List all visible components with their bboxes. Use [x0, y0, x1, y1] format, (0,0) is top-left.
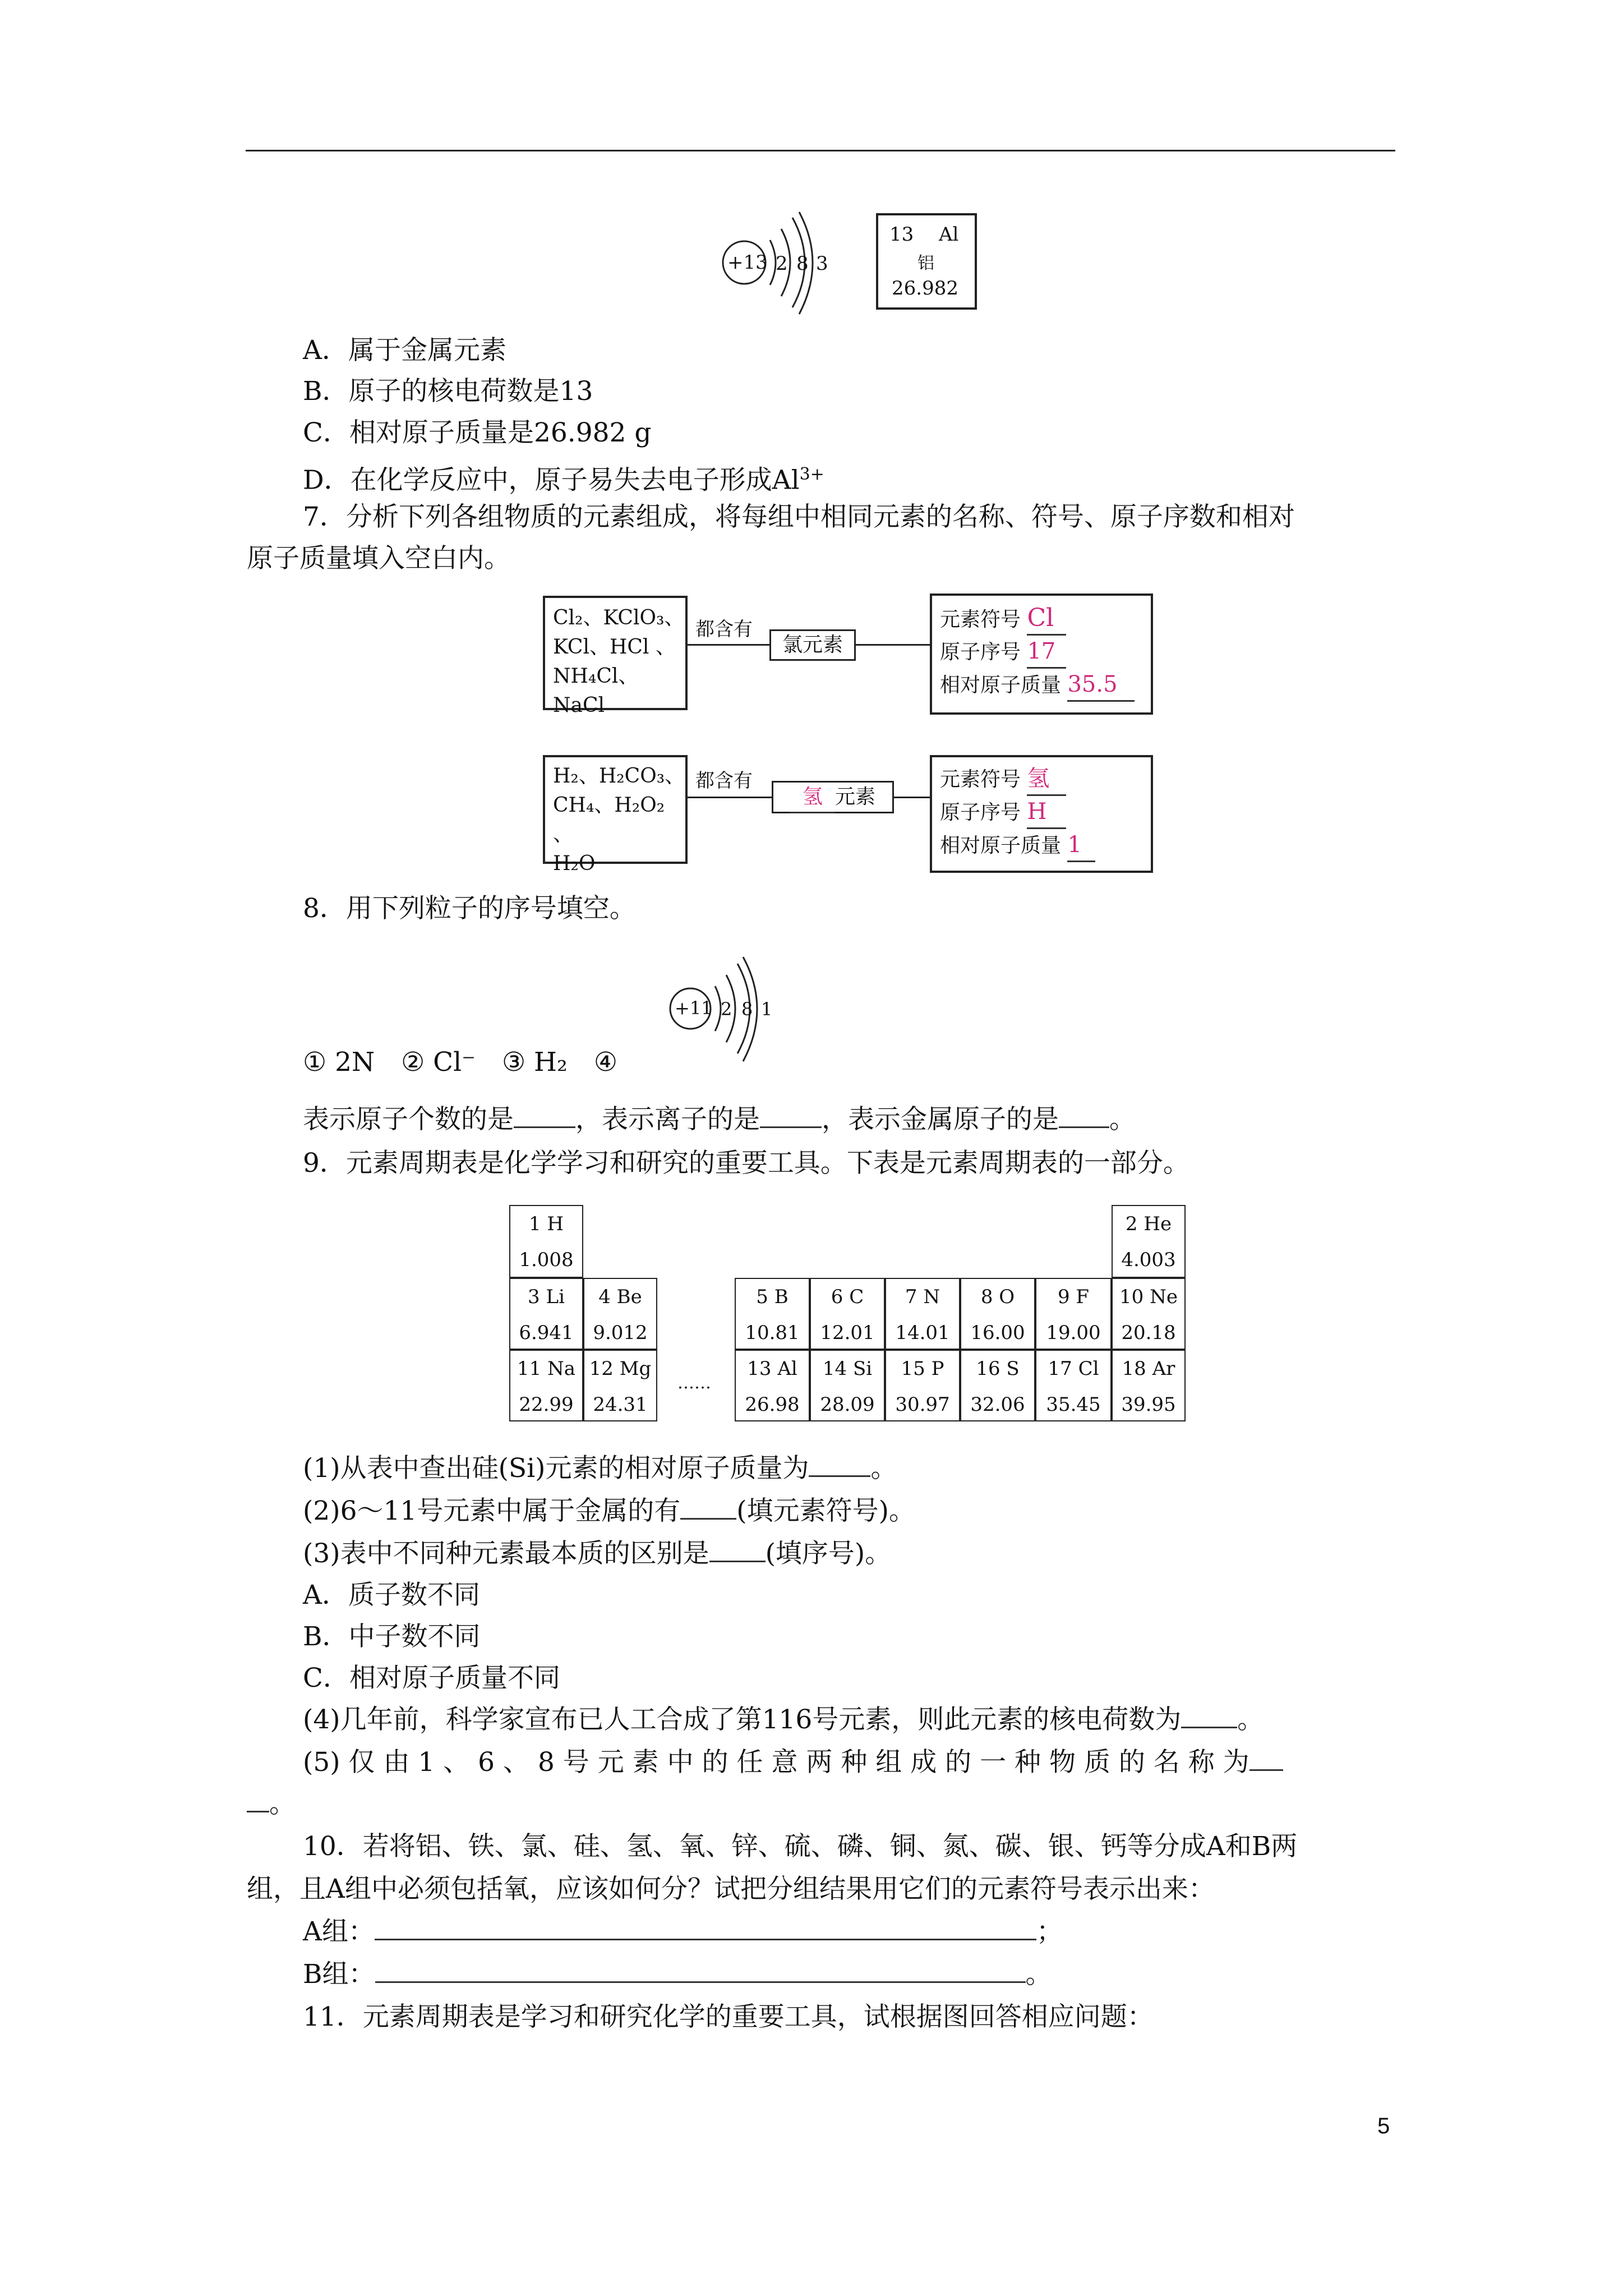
cell-si-bottom: 28.09 [820, 1393, 875, 1416]
q7-group1-formula-3: NH₄Cl、NaCl [553, 665, 639, 717]
cell-be [583, 1278, 657, 1350]
q10-group-b-end: 。 [1025, 1959, 1052, 1990]
q7-group2-element-box [772, 781, 894, 813]
cell-n-bottom: 14.01 [895, 1322, 950, 1344]
cell-c-bottom: 12.01 [820, 1322, 875, 1344]
q7-group2-formula-1: H₂、H₂CO₃、 [553, 765, 685, 788]
q7-group2-formula-2: CH₄、H₂O₂ 、 [553, 794, 665, 846]
q8-question-b: ，表示离子的是 [575, 1104, 760, 1135]
cell-p-bottom: 30.97 [895, 1393, 950, 1416]
q7-group2-contains-label: 都含有 [695, 770, 753, 792]
q9-sub1-text: (1)从表中查出硅(Si)元素的相对原子质量为 [303, 1453, 809, 1484]
q9-option-c: C．相对原子质量不同 [303, 1663, 560, 1694]
cell-he-bottom: 4.003 [1121, 1249, 1176, 1271]
q8-question-end: 。 [1109, 1104, 1136, 1135]
cell-n-top: 7 N [905, 1286, 940, 1308]
cell-s-bottom: 32.06 [970, 1393, 1025, 1416]
q10-group-b-label: B组： [303, 1959, 375, 1990]
q9-sub5-blank[interactable] [1249, 1769, 1283, 1771]
al-name: 铝 [917, 254, 934, 273]
al-atom-structure-diagram [715, 208, 855, 320]
q9-sub5 [303, 1746, 1283, 1779]
cell-s-top: 16 S [976, 1358, 1020, 1380]
q7-group1-mass-value: 35.5 [1067, 669, 1135, 702]
q8-blank-1[interactable] [514, 1126, 575, 1128]
q7-line-1: 7．分析下列各组物质的元素组成，将每组中相同元素的名称、符号、原子序数和相对 [303, 501, 1295, 532]
q8-blank-3[interactable] [1059, 1126, 1109, 1128]
q9-sub3-blank[interactable] [709, 1561, 766, 1562]
q11-text: 11．元素周期表是学习和研究化学的重要工具，试根据图回答相应问题： [303, 2001, 1154, 2032]
cell-ar-bottom: 39.95 [1121, 1393, 1176, 1416]
al-shell-2: 8 [796, 252, 809, 275]
table-gap-ellipsis: …… [677, 1373, 711, 1393]
cell-mg-top: 12 Mg [589, 1358, 652, 1380]
q7-group2-formulas [543, 755, 688, 875]
q7-group1-connector-right [856, 644, 930, 646]
cell-c [810, 1278, 885, 1350]
q9-sub5-end: 。 [269, 1788, 296, 1819]
q10-group-b-blank[interactable] [375, 1981, 1026, 1983]
cell-p-top: 15 P [901, 1358, 944, 1380]
al-atomic-number: 13 [889, 223, 914, 246]
q7-group1-symbol-value: Cl [1027, 602, 1066, 636]
q9-option-b: B．中子数不同 [303, 1621, 481, 1652]
q6-option-d [303, 458, 824, 498]
cell-h-bottom: 1.008 [519, 1249, 574, 1271]
cell-na-top: 11 Na [517, 1358, 576, 1380]
q7-group2-mass-value: 1 [1067, 829, 1095, 862]
cell-ne-top: 10 Ne [1119, 1286, 1178, 1308]
q9-sub2-blank[interactable] [680, 1518, 736, 1520]
q8-question-c: ，表示金属原子的是 [822, 1104, 1059, 1135]
cell-ar [1112, 1350, 1186, 1421]
q9-sub3-end: (填序号)。 [765, 1538, 892, 1569]
cell-c-top: 6 C [831, 1286, 864, 1308]
q7-group1-formula-1: Cl₂、KClO₃、 [553, 606, 685, 629]
q10-group-a-label: A组： [303, 1916, 375, 1947]
header-rule [246, 150, 1395, 151]
cell-al [735, 1350, 810, 1421]
cell-cl-bottom: 35.45 [1046, 1393, 1101, 1416]
cell-al-bottom: 26.98 [745, 1393, 800, 1416]
cell-na-bottom: 22.99 [519, 1393, 574, 1416]
cell-f-bottom: 19.00 [1046, 1322, 1101, 1344]
q7-group2-element-name-suffix: 元素 [834, 785, 875, 808]
cell-f-top: 9 F [1057, 1286, 1090, 1308]
cell-n [885, 1278, 960, 1350]
cell-ne-bottom: 20.18 [1121, 1322, 1176, 1344]
q9-title: 9．元素周期表是化学学习和研究的重要工具。下表是元素周期表的一部分。 [303, 1148, 1189, 1179]
cell-o-top: 8 O [980, 1286, 1015, 1308]
q10-group-a-end: ； [1036, 1916, 1063, 1947]
q9-sub4-text: (4)几年前，科学家宣布已人工合成了第116号元素，则此元素的核电荷数为 [303, 1704, 1182, 1735]
q7-line-2: 原子质量填入空白内。 [247, 543, 510, 574]
q9-sub1 [303, 1452, 897, 1485]
cell-si [810, 1350, 885, 1421]
q7-group2-number-label: 原子序号 [940, 801, 1021, 824]
q9-sub4 [303, 1703, 1264, 1737]
cell-b-bottom: 10.81 [745, 1322, 800, 1344]
q9-sub5-text: (5) 仅 由 1 、 6 、 8 号 元 素 中 的 任 意 两 种 组 成 的 一 种 物 质 的 名 称 为 [303, 1747, 1249, 1778]
q6-option-a: A．属于金属元素 [303, 335, 506, 366]
q7-group2-mass-label: 相对原子质量 [940, 834, 1062, 857]
cell-be-bottom: 9.012 [593, 1322, 648, 1344]
cell-ar-top: 18 Ar [1122, 1358, 1175, 1380]
al-mass: 26.982 [892, 277, 958, 300]
q10-line-2: 组，且A组中必须包括氧，应该如何分？试把分组结果用它们的元素符号表示出来： [247, 1874, 1215, 1904]
q9-sub3-text: (3)表中不同种元素最本质的区别是 [303, 1538, 709, 1569]
q7-group2-formula-3: H₂O [553, 852, 596, 875]
al-shell-3: 3 [816, 252, 828, 275]
q9-sub1-end: 。 [870, 1453, 897, 1484]
cell-cl-top: 17 Cl [1048, 1358, 1099, 1380]
na-nucleus-label: +11 [675, 997, 713, 1019]
cell-al-top: 13 Al [747, 1358, 797, 1380]
al-shell-1: 2 [776, 252, 788, 275]
cell-mg-bottom: 24.31 [593, 1393, 648, 1416]
q10-line-1: 10．若将铝、铁、氯、硅、氢、氧、锌、硫、磷、铜、氮、碳、银、钙等分成A和B两 [303, 1831, 1298, 1862]
q10-group-a [303, 1915, 1063, 1949]
q6-option-b: B．原子的核电荷数是13 [303, 376, 593, 407]
q7-group2-connector-right [894, 797, 930, 798]
cell-li-bottom: 6.941 [519, 1322, 574, 1344]
q10-group-a-blank[interactable] [375, 1939, 1036, 1940]
cell-na [509, 1350, 583, 1421]
q6-option-d-sup: 3+ [799, 464, 824, 484]
q7-group1-symbol-label: 元素符号 [940, 608, 1021, 631]
cell-s [960, 1350, 1035, 1421]
q9-sub3 [303, 1537, 891, 1571]
q7-group1-mass-row [932, 669, 1151, 702]
cell-o [960, 1278, 1035, 1350]
cell-mg [583, 1350, 657, 1421]
q9-sub5-blank-cont[interactable] [247, 1811, 269, 1812]
na-shell-1: 2 [721, 999, 732, 1020]
al-nucleus-label: +13 [727, 251, 768, 274]
q7-group1-mass-label: 相对原子质量 [940, 674, 1062, 697]
cell-si-top: 14 Si [822, 1358, 873, 1380]
q7-group1-element-name: 氯元素 [782, 633, 843, 656]
al-element-card [876, 213, 977, 310]
q7-group2-answer-box [930, 755, 1153, 873]
q9-sub4-end: 。 [1237, 1704, 1264, 1735]
q7-group2-symbol-label: 元素符号 [940, 768, 1021, 791]
q7-group1-element-box [769, 629, 856, 661]
cell-f [1035, 1278, 1112, 1350]
cell-be-top: 4 Be [598, 1286, 642, 1308]
q6-option-c: C．相对原子质量是26.982 g [303, 417, 652, 448]
q9-sub1-blank[interactable] [809, 1475, 870, 1477]
cell-he-top: 2 He [1125, 1213, 1172, 1235]
cell-o-bottom: 16.00 [970, 1322, 1025, 1344]
q8-title: 8．用下列粒子的序号填空。 [303, 893, 636, 924]
q7-group1-contains-label: 都含有 [695, 618, 753, 641]
cell-h-top: 1 H [528, 1213, 564, 1235]
q7-group2-symbol-row [932, 757, 1151, 796]
cell-he [1112, 1205, 1186, 1278]
na-atom-structure-diagram [665, 954, 794, 1066]
q9-option-a: A．质子数不同 [303, 1580, 480, 1611]
q6-option-d-text: D．在化学反应中，原子易失去电子形成Al [303, 464, 800, 496]
q9-sub2-end: (填元素符号)。 [736, 1496, 915, 1526]
q7-group1-number-value: 17 [1027, 636, 1066, 669]
q9-sub5-continuation [247, 1787, 296, 1821]
cell-cl [1035, 1350, 1112, 1421]
q7-group1-number-label: 原子序号 [940, 641, 1021, 664]
cell-b-top: 5 B [756, 1286, 789, 1308]
q7-group1-formulas [543, 596, 688, 717]
cell-ne [1112, 1278, 1186, 1350]
q7-group2-symbol-value: 氢 [1027, 763, 1066, 796]
q7-group1-symbol-row [932, 596, 1151, 636]
q7-group2-number-value: H [1027, 796, 1066, 829]
al-symbol: Al [939, 223, 959, 246]
cell-h [509, 1205, 583, 1278]
periodic-table-fragment [509, 1205, 1188, 1421]
q7-group1-answer-box [930, 593, 1153, 715]
q7-group1-formula-2: KCl、HCl 、 [553, 636, 676, 659]
q8-question [303, 1103, 1136, 1137]
q10-group-b [303, 1958, 1052, 1991]
q7-group2-mass-row [932, 829, 1151, 862]
cell-b [735, 1278, 810, 1350]
q7-group2-connector-left [688, 797, 772, 798]
cell-li [509, 1278, 583, 1350]
q8-question-a: 表示原子个数的是 [303, 1104, 514, 1135]
q7-group1-number-row [932, 636, 1151, 669]
q9-sub4-blank[interactable] [1181, 1727, 1237, 1728]
page-number: 5 [1377, 2114, 1390, 2138]
q7-group1-connector-left [688, 644, 769, 646]
na-shell-3: 1 [761, 999, 773, 1020]
na-shell-2: 8 [741, 999, 753, 1020]
q8-blank-2[interactable] [760, 1126, 822, 1128]
q7-group2-element-name-value: 氢 [790, 783, 835, 813]
cell-li-top: 3 Li [528, 1286, 565, 1308]
q9-sub2 [303, 1494, 915, 1528]
q7-group2-number-row [932, 796, 1151, 829]
cell-p [885, 1350, 960, 1421]
q8-options: ① 2N ② Cl⁻ ③ H₂ ④ [303, 1047, 618, 1078]
q9-sub2-text: (2)6～11号元素中属于金属的有 [303, 1496, 681, 1526]
